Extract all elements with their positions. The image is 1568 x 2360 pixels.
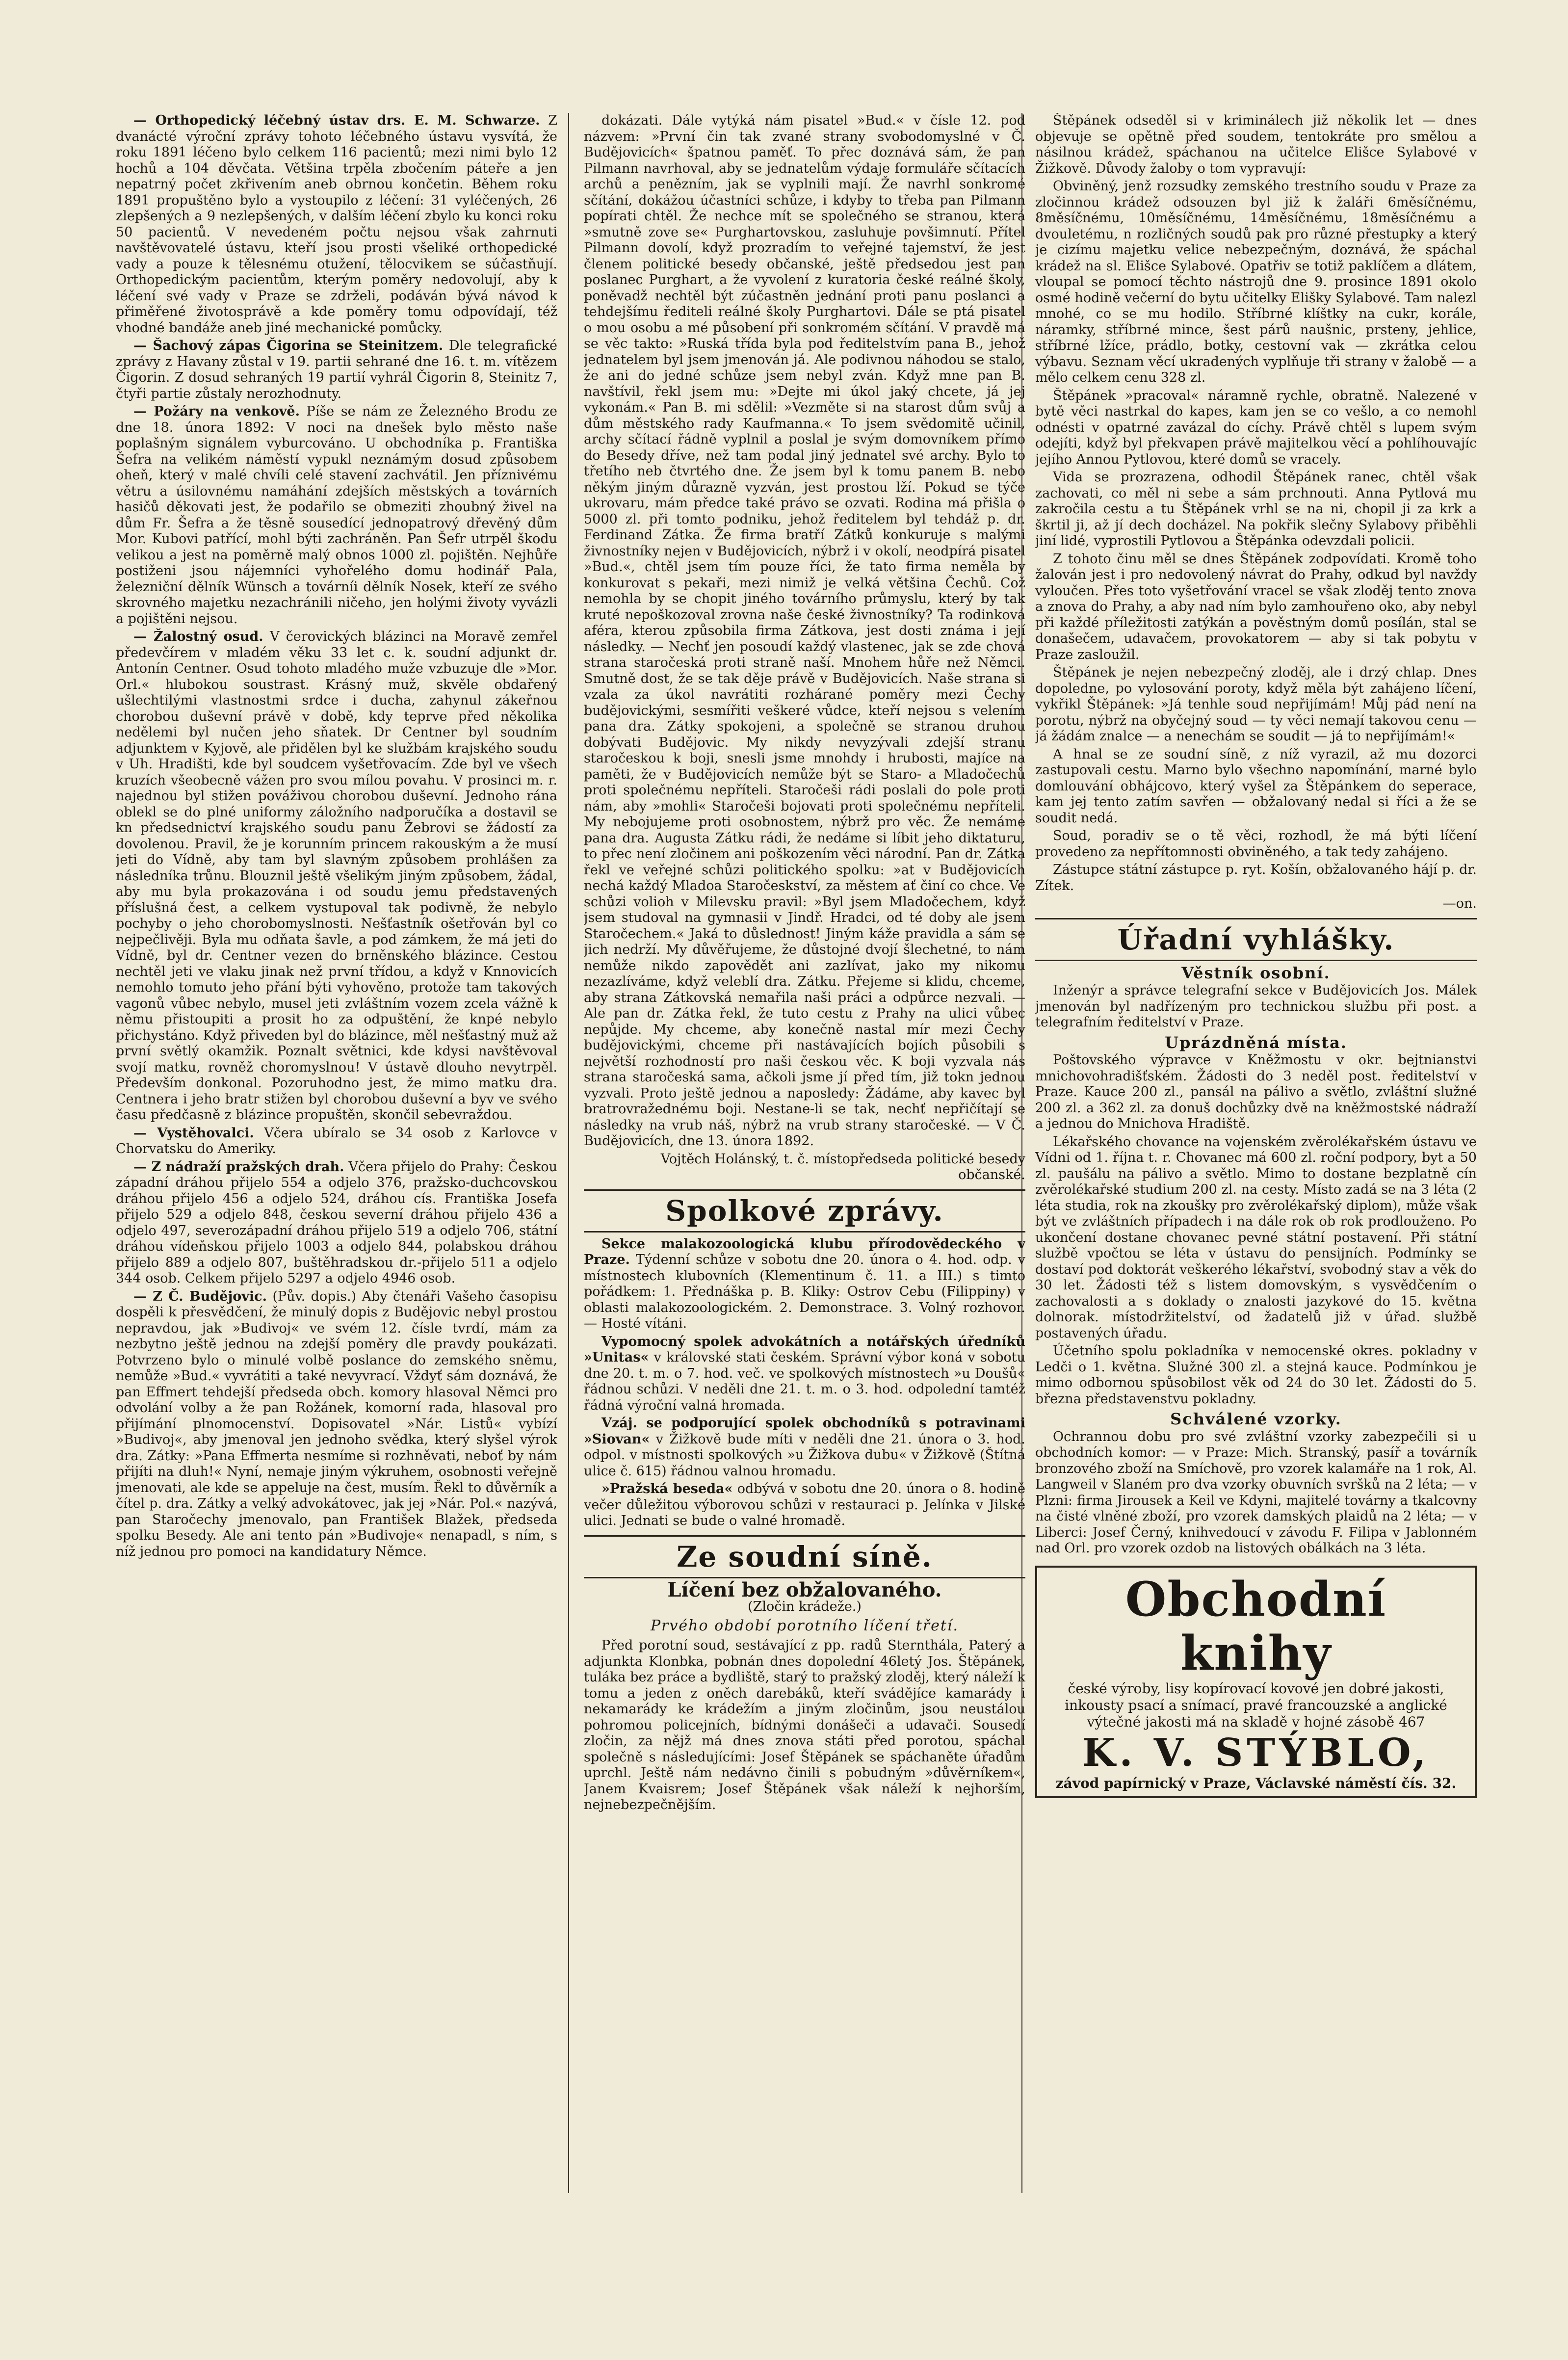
ad-text (1046, 1680, 1466, 1731)
ad-address: závod papírnický v Praze, Václavské náměstí čís. 32. (1055, 1775, 1457, 1791)
society-item (584, 1334, 1025, 1414)
item-text: Týdenní schůze v sobotu dne 20. února o 4. hod. odp. v místnostech klubovních (Klementinum č. 11. a III.) s timto pořádkem: 1. Přednáška p. B. Kliky: Ostrov Cebu (Filippiny) v oblasti malakozoologickém. 2. Demonstrace. 3. Volný rozhovor. — Hosté vítáni. (584, 1252, 1025, 1331)
item-text: V čerovických blázinci na Moravě zemřel předevčírem v mladém věku 33 let c. k. soudní adjunkt dr. Antonín Centner. Osud tohoto mladého muže vzbuzuje dle »Mor. Orl.« hlubokou soustrast. Krásný muž, skvěle obdařený ušlechtilými vlastnostmi srdce i ducha, zahynul zákeřnou chorobou duševní právě v době, kdy teprve před několika nedělemi byl nučen jeho sňatek. Dr Centner byl soudním adjunktem v Kyjově, ale přidělen byl ke službám krajského soudu v Uh. Hradišti, kde byl soudcem vyšetřovacím. Zde byl ve všech kruzích všeobecně vážen pro svou mílou povahu. V prosinci m. r. najednou byl stižen pováživou chorobou duševní. Jednoho rána oblekl se do plné uniformy záložního nadporučíka a dostavil se kn předsednictví krajského soudu panu Žebrovi se žádostí za dovolenou. Pravil, že je korunním princem rakouským a že musí jeti do Vídně, aby tam byl slavným způsobem prohlášen za následníka trůnu. Blouznil ještě všelikým jiným způsobem, žádal, aby mu byla prokazována i od soudu jemu představených příslušná čest, a celkem vystupoval tak podivně, že nebylo pochyby o jeho chorobomyslnosti. Nešťastník ošetřován byl co nejpečlivěji. Byla mu odňata šavle, a pod zámkem, že má jeti do Vídně, byl dr. Centner vezen do brněnského blázince. Cestou nechtěl jeti ve vlaku jinak než první třídou, a když v Knnovicích nemohlo tomuto jeho přání býti vyhověno, protože tam takových vagonů vůbec nebylo, musel jeti zvláštním vozem zcela vážně k němu přistoupiti a prosit ho za odpuštění, že knpé nebylo přichystáno. Když přiveden byl do blázince, měl nešťastný muž až první světlý okamžik. Poznalt světnici, kde kdysi navštěvoval svojí matku, rovněž choromyslnou! V ústavě dlouho nevytrpěl. Především donkonal. Pozoruhodno jest, že mimo matku dra. Centnera i jeho bratr stižen byl chorobou duševní a byv ve svého času předčasně z blázince propuštěn, skončil sebevraždou. (116, 629, 557, 1123)
article-kicker: Prvého období porotního líčení třetí. (650, 1617, 959, 1634)
article-paragraph: Zástupce státní zástupce p. ryt. Košín, obžalovaného hájí p. dr. Zítek. (1035, 862, 1477, 893)
section-heading-soudni: Ze soudní síně. (584, 1535, 1025, 1578)
letter-continuation: dokázati. Dále vytýká nám pisatel »Bud.« v čísle 12. pod názvem: »První čin tak zvané strany svobodomyslné v Č. Budějovicích« špatnou paměť. To přec doznává sám, že pan Pilmann navrhoval, aby se jednatelům výdaje formuláře sčítacích archů a penězním, jak se vyplnili mají. Že navrhl sonkromé sčítání, dokážou účastníci schůze, i kdyby to třeba pan Pilmann popírati chtěl. Že nechce mít se společného se stranou, která »smutně zove se« Purghartovskou, zasluhuje povšimnutí. Přítel Pilmann dovolí, když prozradím to veřejné tajemství, že jest členem politické besedy občanské, ještě předsedou jest pan poslanec Purghart, a že vyvolení z kuratoria české reálné školy, poněvadž nechtěl být zúčastněn jednání proti panu poslanci a tehdejšímu řediteli reálné školy Purghartovi. Dále se ptá pisatel o mou osobu a mé působení při sonkromém sčítání. V pravdě má se věc takto: »Ruská třída byla pod ředitelstvím pana B., jehož jednatelem byl jsem jmenován já. Ale podivnou náhodou se stalo, že ani do jedné schůze jsem nebyl zván. Když mne pan B. navštívil, řekl jsem mu: »Dejte mi úkol jaký chcete, já jej vykonám.« Pan B. mi sdělil: »Vezměte si na starost dům svůj a dům městského rady Kaufmanna.« To jsem svědomitě učinil, archy sčítací řádně vyplnil a poslal je svým domovníkem přímo do Besedy dříve, než tam podal jiný jednatel své archy. Bylo to třetího neb čtvrtého dne. Že jsem byl k tomu panem B. nebo někým jiným důrazně vyzván, jest prostou lží. Pokud se týče ukrovaru, mám předce také právo se ozvati. Rodina má přišla o 5000 zl. při tomto podniku, jehož ředitelem byl tehdáž p. dr. Ferdinand Zátka. Že firma bratří Zátků konkuruje s malými živnostníky nejen v Budějovicích, nýbrž i v okolí, neodpírá pisatel »Bud.«, chtěl jsem tím pouze říci, že tato firma neměla by konkurovat s pekaři, mezi nimiž je velká většina Čechů. Což nemohla by se chopit jiného továrního průmyslu, který by tak kruté nepoškozoval zrovna naše české živnostníky? Ta rodinková aféra, kterou způsobila firma Zátkova, jest dosti známa i její následky. — Nechť jen posoudí každý vlastenec, jak se zde chová strana staročeská proti straně naší. Mnohem hůře než Němci. Smutně dost, že se tak děje právě v Budějovicích. Naše strana si vzala za úkol navrátiti rozhárané poměry mezi Čechy budějovickými, sesmířiti veškeré vůdce, kteří nejsou s velením pana dra. Zátky spokojeni, a společně se stranou druhou dobývati Budějovic. My nikdy nevyzývali zdejší stranu staročeskou k boji, snesli jsme mnohdy i hrubosti, majíce na paměti, že v Budějovicích nemůže být se Staro- a Mladočechů proti společnému nepříteli. Staročeši rádi poslali do pole proti nám, aby »mohli« Staročeši bojovati proti společnému nepříteli. My nebojujeme proti osobnostem, nýbrž pro věc. Že nemáme pana dra. Augusta Zátku rádi, že nedáme si líbit jeho diktaturu, to přec není zločinem ani poškozením věci národní. Pan dr. Zátka řekl ve veřejné schůzi politického spolku: »at v Budějovicích nechá každý Mladoa Staročeskství, za městem ať činí co chce. Ve schůzi volioh v Milevsku pravil: »Byl jsem Mladočechem, když jsem studoval na gymnasii v Jindř. Hradci, od té doby ale jsem Staročechem.« Jaká to důslednost! Jiným káže pravidla a sám se jich nedrží. My důvěřujeme, že důstojné dvojí šlechetné, to nám nemůže nikdo zapovědět ani zazlívat, jako my nikomu nezazlíváme, když veleblí dra. Zátku. Přejeme si klidu, chceme, aby strana Zátkovská nemařila naši práci a odpůrce nezvali. — Ale pan dr. Zátka řekl, že tuto cestu z Prahy na ulici vůbec nepůjde. My chceme, aby konečně nastal mír mezi Čechy budějovickými, chceme při nastávajících bojích působili s největší rozhodností pro naši českou věc. K boji vyzvala nás strana staročeská sama, ačkoli jsme jí před tím, již tokn jednou vyzvali. Proto ještě jednou a naposledy: Žádáme, aby kavec byl bratrovražednému boji. Nestane-li se tak, nechť nepřičítají se následky na vrub náš, nýbrž na vrub strany staročeské. — V Č. Budějovicích, dne 13. února 1892. (584, 113, 1025, 1149)
article-paragraph: A hnal se ze soudní síně, z níž vyrazil, až mu dozorci zastupovali cestu. Marno bylo všechno napomínání, marné bylo domlouvání obhájcovo, který vyšel za Štěpánkem do seperace, kam jej tento zatím savřen — obžalovaný nedal si říci a že se soudit nedá. (1035, 746, 1477, 826)
advertisement (1035, 1566, 1477, 1799)
subsection-title: Uprázdněná místa. (1165, 1033, 1347, 1052)
item-title: — Orthopedický léčebný ústav drs. E. M. Schwarze. (133, 113, 540, 128)
ad-line: české výroby, lisy kopírovací kovové jen dobré jakosti, inkousty psací a snímací, pravé francouzské a anglické výtečné jakosti má na skladě v hojné zásobě (1065, 1680, 1447, 1730)
article-paragraph: Z tohoto činu měl se dnes Štěpánek zodpovídati. Kromě toho žalován jest i pro nedovolený návrat do Prahy, odkud byl navždy vyloučen. Přes toto vyšetřování vracel se však zloděj tento znova a znova do Prahy, a aby nad ním bylo zamhouřeno oko, aby nebyl při každé příležitosti zatýkán a pověstným domů posílán, stal se donašečem, udavačem, provokatorem — aby si tak pobytu v Praze zasloužil. (1035, 551, 1477, 662)
item-title: — Žalostný osud. (133, 629, 263, 644)
item-text: v královské stati českém. Správní výbor koná v sobotu dne 20. t. m. o 7. hod. več. ve spolkových místnostech »u Doušů« řádnou schůzi. V neděli dne 21. t. m. o 3. hod. odpolední tamtéž řádná výroční valná hromada. (584, 1350, 1025, 1413)
article-body: Před porotní soud, sestávající z pp. radů Sternthála, Paterý a adjunkta Klonbka, pobnán dnes dopolední 46letý Jos. Štěpánek, tuláka bez práce a bydliště, starý to pražský zloděj, který náleží k tomu a jeden z oněch darebáků, kteří svádějíce kamarády i nekamarády ke krádežím a jiným zločinům, jsou neustálou pohromou policejních, bídnými donášeči a udavači. Sousedí zločin, za nějž má dnes znova státi před porotou, spáchal společně s následujícími: Josef Štěpánek se spáchaněte úřadům uprchl. Ještě nám nedávno činili s pobudným »důvěrníkem«, Janem Kvaisrem; Josef Štěpánek však náleží k nejhorším, nejnebezpečnějším. (584, 1638, 1025, 1812)
society-item (584, 1236, 1025, 1332)
notice-text: Inženýr a správce telegrafní sekce v Budějovicích Jos. Málek jmenován byl nadřízeným pro technickou službu při post. a telegrafním ředitelství v Praze. (1035, 983, 1477, 1030)
item-text: Z dvanácté výroční zprávy tohoto léčebného ústavu vysvítá, že roku 1891 léčeno bylo celkem 116 pacientů; mezi nimi bylo 12 hochů a 104 děvčata. Většina trpěla zbočením páteře a jen nepatrný počet zkřivením aneb obrnou končetin. Během roku 1891 propuštěno bylo a vystoupilo z léčení: 31 vyléčených, 26 zlepšených a 9 nezlepšených, v dalším léčení zbylo ku konci roku 50 pacientů. V nevedeném počtu nejsou však zahrnuti navštěvovatelé ústavu, kteří jsou prosti všeliké orthopedické vady a pouze k tělesnému otužení, tělocvikem se súčastňují. Orthopedickým pacientům, kterým poměry nedovolují, aby k léčení své vady v Praze se zdrželi, podáván bývá návod k přiměřené životosprávě a kde poměry tomu odpovídají, též vhodné bandáže aneb jiné mechanické pomůcky. (116, 113, 557, 336)
society-item (584, 1416, 1025, 1479)
ad-number: 467 (1398, 1713, 1425, 1730)
item-title: Vzáj. se podporující spolek obchodníků s potravinami »Siovan« (584, 1416, 1025, 1447)
news-item (116, 629, 557, 1124)
column-2 (584, 113, 1025, 2183)
news-item (116, 1126, 557, 1157)
article-paragraph: Štěpánek je nejen nebezpečný zloděj, ale i drzý chlap. Dnes dopoledne, po vylosování poroty, když měla být zahájeno líčení, vykřikl Štěpánek: »Já tenhle soud nepřijímám! Můj pád není na porotu, nýbrž na obyčejný soud — ty věci nemají takovou cenu — já žádám znalce — a nenechám se soudit — já to nepřijímám!« (1035, 665, 1477, 744)
article-signature: —on. (1442, 896, 1477, 911)
section-heading-uredni: Úřadní vyhlášky. (1035, 918, 1477, 961)
item-text: Včera ubíralo se 34 osob z Karlovce v Chorvatsku do Ameriky. (116, 1125, 557, 1156)
item-text: odbývá v sobotu dne 20. února o 8. hodině večer důležitou výborovou schůzi v restauraci p. Jelínka v Jilské ulici. Jednati se bude o valné hromadě. (584, 1481, 1025, 1528)
ad-title: Obchodní knihy (1125, 1571, 1387, 1681)
notice-text: Poštovského výpravce v Kněžmostu v okr. bejtnianstvi mnichovohradišťském. Žádosti do 3 neděl post. ředitelství v Praze. Kauce 200 zl., pansál na pálivo a světlo, zvláštní služné 200 zl. a 362 zl. za donuš dochůzky dvě na kněžmostské nádraží a jednou do Mnichova Hradiště. (1035, 1052, 1477, 1131)
notice-text: Lékařského chovance na vojenském zvěrolékařském ústavu ve Vídni od 1. října t. r. Chovanec má 600 zl. roční podpory, byt a 50 zl. paušálu na pálivo a světlo. Mimo to dostane bezplatně cín zvěrolékařské studium 200 zl. na cesty. Místo zadá se na 3 léta (2 léta studia, rok na zkoušky pro zvěrolékařský diplom), může však být ve zvláštních případech i na dále rok ob rok prodlouženo. Po ukončení dostane chovanec pevné státní postavení. Při státní službě vpočtou se léta v ústavu do pensijních. Podmínky se dostaví pod doktorát veškerého lékařství, svobodný stav a věk do 30 let. Žádosti též s listem domovským, s vysvědčením o zachovalosti a s doklady o znalosti jazykové do 15. května dolnorak. místodržitelství, od žadatelů již v úřad. službě postavených úřadu. (1035, 1134, 1477, 1341)
subsection-title: Věstník osobní. (1181, 963, 1331, 982)
news-item (116, 404, 557, 627)
item-title: Vypomocný spolek advokátních a notářských úředníků »Unitas« (584, 1334, 1025, 1365)
news-item (116, 338, 557, 402)
item-text: Včera přijelo do Prahy: Českou západní dráhou přijelo 554 a odjelo 376, pražsko-duchcovskou dráhou přijelo 456 a odjelo 524, dráhou cís. Františka Josefa přijelo 529 a odjelo 848, českou severní dráhou přijelo 436 a odjelo 497, severozápadní dráhou přijelo 519 a odjelo 706, státní dráhou vídeňskou přijelo 1003 a odjelo 844, polabskou dráhou přijelo 889 a odjelo 807, buštěhradskou dr.-přijelo 511 a odjelo 344 osob. Celkem přijelo 5297 a odjelo 4946 osob. (116, 1159, 557, 1286)
column-divider (568, 113, 569, 2193)
subsection-title: Schválené vzorky. (1170, 1410, 1342, 1428)
article-paragraph: Štěpánek odseděl si v kriminálech již několik let — dnes objevuje se opětně před soudem, tentokráte pro smělou a násilnou krádež, spáchanou na učitelce Elišce Sylabové v Žižkově. Důvody žaloby o tom vypravují: (1035, 113, 1477, 176)
news-item (116, 113, 557, 336)
item-title: »Pražská beseda« (601, 1481, 733, 1496)
item-title: Sekce malakozoologická klubu přírodovědeckého v Praze. (584, 1236, 1025, 1267)
article-paragraph: Štěpánek »pracoval« náramně rychle, obratně. Nalezené v bytě věci nastrkal do kapes, kam jen se co vešlo, a co nemohl odnésti v opatrné zavázal do cíchy. Právě chtěl s lupem svým odejíti, když byl překvapen právě majitelkou věcí a pohlíhouvajíc jejího Annou Pytlovou, které domů se vracely. (1035, 388, 1477, 467)
item-text: Dle telegrafické zprávy z Havany zůstal v 19. partii sehrané dne 16. t. m. vítězem Čigorin. Z dosud sehraných 19 partií vyhrál Čigorin 8, Steinitz 7, čtyři partie zůstaly nerozhodnuty. (116, 338, 557, 401)
notice-text: Účetního spolu pokladníka v nemocenské okres. pokladny v Ledči o 1. května. Služné 300 zl. a stejná kauce. Podmínkou je mimo odbornou spůsobilost věk od 24 do 30 let. Žádosti do 5. března představenstvu pokladny. (1035, 1343, 1477, 1407)
item-title: — Požáry na venkově. (133, 404, 300, 419)
article-paragraph: Vida se prozrazena, odhodil Štěpánek ranec, chtěl však zachovati, co měl ni sebe a sám prchnouti. Anna Pytlová mu zakročila cestu a tu Štěpánek vrhl se na ni, chopil ji za krk a škrtil ji, až jí dech docházel. Na pokřik slečny Sylabovy přiběhli jiní lidé, vyprostili Pytlovou a Štěpánka odevzdali policii. (1035, 470, 1477, 549)
article-paragraph: Obviněný, jenž rozsudky zemského trestního soudu v Praze za zločinnou krádež odsouzen byl již k žaláři 6měsíčnému, 8měsíčnému, 10měsíčnému, 14měsíčnému, 18měsíčnému a dvouletému, n rozličných soudů pak pro různé přestupky a který je cizímu majetku velice nebezpečným, doznává, že spáchal krádež na sl. Elišce Sylabové. Opatřiv se totiž paklíčem a dlátem, vloupal se pomocí těchto nástrojů dne 9. prosince 1891 okolo osmé hodině večerní do bytu učitelky Elišky Sylabové. Tam nalezl mnohé, co se mu hodilo. Stříbrné klíštky na cukr, korále, náramky, stříbrné mince, šest párů naušnic, prsteny, jehlice, stříbrné lžíce, prádlo, botky, cestovní vak — zkrátka celou výbavu. Seznam věcí ukradených vyplňuje tři strany v žalobě — a mělo celkem cenu 328 zl. (1035, 179, 1477, 385)
letter-signature: Vojtěch Holánský, t. č. místopředseda politické besedy občanské. (660, 1151, 1025, 1182)
column-1 (116, 113, 557, 2208)
item-text: (Pův. dopis.) Aby čtenáři Vašeho časopisu dospěli k přesvědčení, že minulý dopis z Budějovic nebyl prostou nepravdou, jak »Budivoj« ve svém 12. čísle tvrdí, mám za nezbytno ještě jednou na zdejší poměry dle pravdy poukázati. Potvrzeno bylo o minulé volbě poslance do zemského sněmu, nemůže »Bud.« vyvrátiti a také nevyvrací. Vždyť sám doznává, že pan Effmert tehdejší předseda obch. komory hlasoval Němci pro odvolání volby a že pan Rožánek, komorní rada, hlasoval pro přijímání plnomocenství. Dopisovatel »Nár. Listů« vybízí »Budivoj«, aby jmenoval jen jednoho svědka, který slyšel výrok dra. Zátky: »Pana Effmerta nesmíme si rozhněvati, neboť by nám přijíti na dluh!« Nyní, nemaje jiným výkruhem, osobnosti veřejně jmenovati, ale kde se appeluje na čest, musím. Řekl to důvěrník a čítel p. dra. Zátky a velký advokátovec, jak jej »Nár. Pol.« nazývá, pan Staročechy jmenovalo, pan František Blažek, předseda spolku Besedy. Ale ani tento pán »Budivoje« nenapadl, s ním, s níž jednou pro pomoci na kandidatury Němce. (116, 1288, 557, 1559)
item-text: v Žižkově bude míti v neděli dne 21. února o 3. hod. odpol. v místnosti spolkových »u Žižkova dubu« v Žižkově (Štítná ulice č. 615) řádnou valnou hromadu. (584, 1431, 1025, 1479)
item-title: — Z Č. Budějovic. (133, 1288, 267, 1304)
notice-text: Ochrannou dobu pro své zvláštní vzorky zabezpečili si u obchodních komor: — v Praze: Mich. Stranský, pasíř a továrník bronzového zboží na Smíchově, pro vzorek kalamáře na 1 rok, Al. Langweil v Slaném pro dva vzorky obuvních svršků na 2 léta; — v Plzni: firma Jirousek a Keil ve Kdyni, majitelé továrny a tkalcovny na čisté vlněné zboží, pro vzorek damských plaidů na 2 léta; — v Liberci: Josef Černý, knihvedoucí v závodu F. Filipa v Jablonném nad Orl. pro vzorek ozdob na listových obálkách na 3 léta. (1035, 1429, 1477, 1556)
item-title: — Šachový zápas Čigorina se Steinitzem. (133, 338, 444, 353)
news-item (116, 1289, 557, 1560)
item-title: — Vystěhovalci. (133, 1125, 254, 1141)
article-paragraph: Soud, poradiv se o tě věci, rozhodl, že má býti líčení provedeno za nepřítomnosti obviněného, a tak tedy zahájeno. (1035, 828, 1477, 860)
news-item (116, 1159, 557, 1287)
ad-company-name: K. V. STÝBLO, (1082, 1730, 1430, 1775)
section-heading-spolkove: Spolkové zprávy. (584, 1189, 1025, 1232)
article-title: Líčení bez obžalovaného. (667, 1578, 942, 1601)
item-title: — Z nádraží pražských drah. (133, 1159, 344, 1175)
column-3 (1035, 113, 1477, 2183)
society-item (584, 1481, 1025, 1529)
article-subtitle: (Zločin krádeže.) (748, 1599, 862, 1614)
item-text: Píše se nám ze Železného Brodu ze dne 18. února 1892: V noci na dnešek bylo město naše poplašným signálem vyburcováno. U obchodníka p. Františka Šefra na velikém náměstí vypukl neznámým dosud způsobem oheň, který v malé chvíli celé stavení zachvátil. Jen příznivému větru a úsilovnému namáhání zdejších městských a továrních hasičů děkovati jest, že podařilo se obmeziti zhoubný živel na dům Fr. Šefra a že těsně sousedící jednopatrový dřevěný dům Mor. Kubovi patřící, mohl býti zachráněn. Pan Šefr utrpěl škodu velikou a jest na poměrně malý obnos 1000 zl. pojištěn. Nejhůře postiženi jsou nájemníci vyhořelého domu hodinář Pala, železniční dělník Wünsch a továrníi dělník Nosek, kteří ze svého skrovného majetku nezachránili ničeho, jen holými životy vyvázli a pojištěni nejsou. (116, 404, 557, 627)
